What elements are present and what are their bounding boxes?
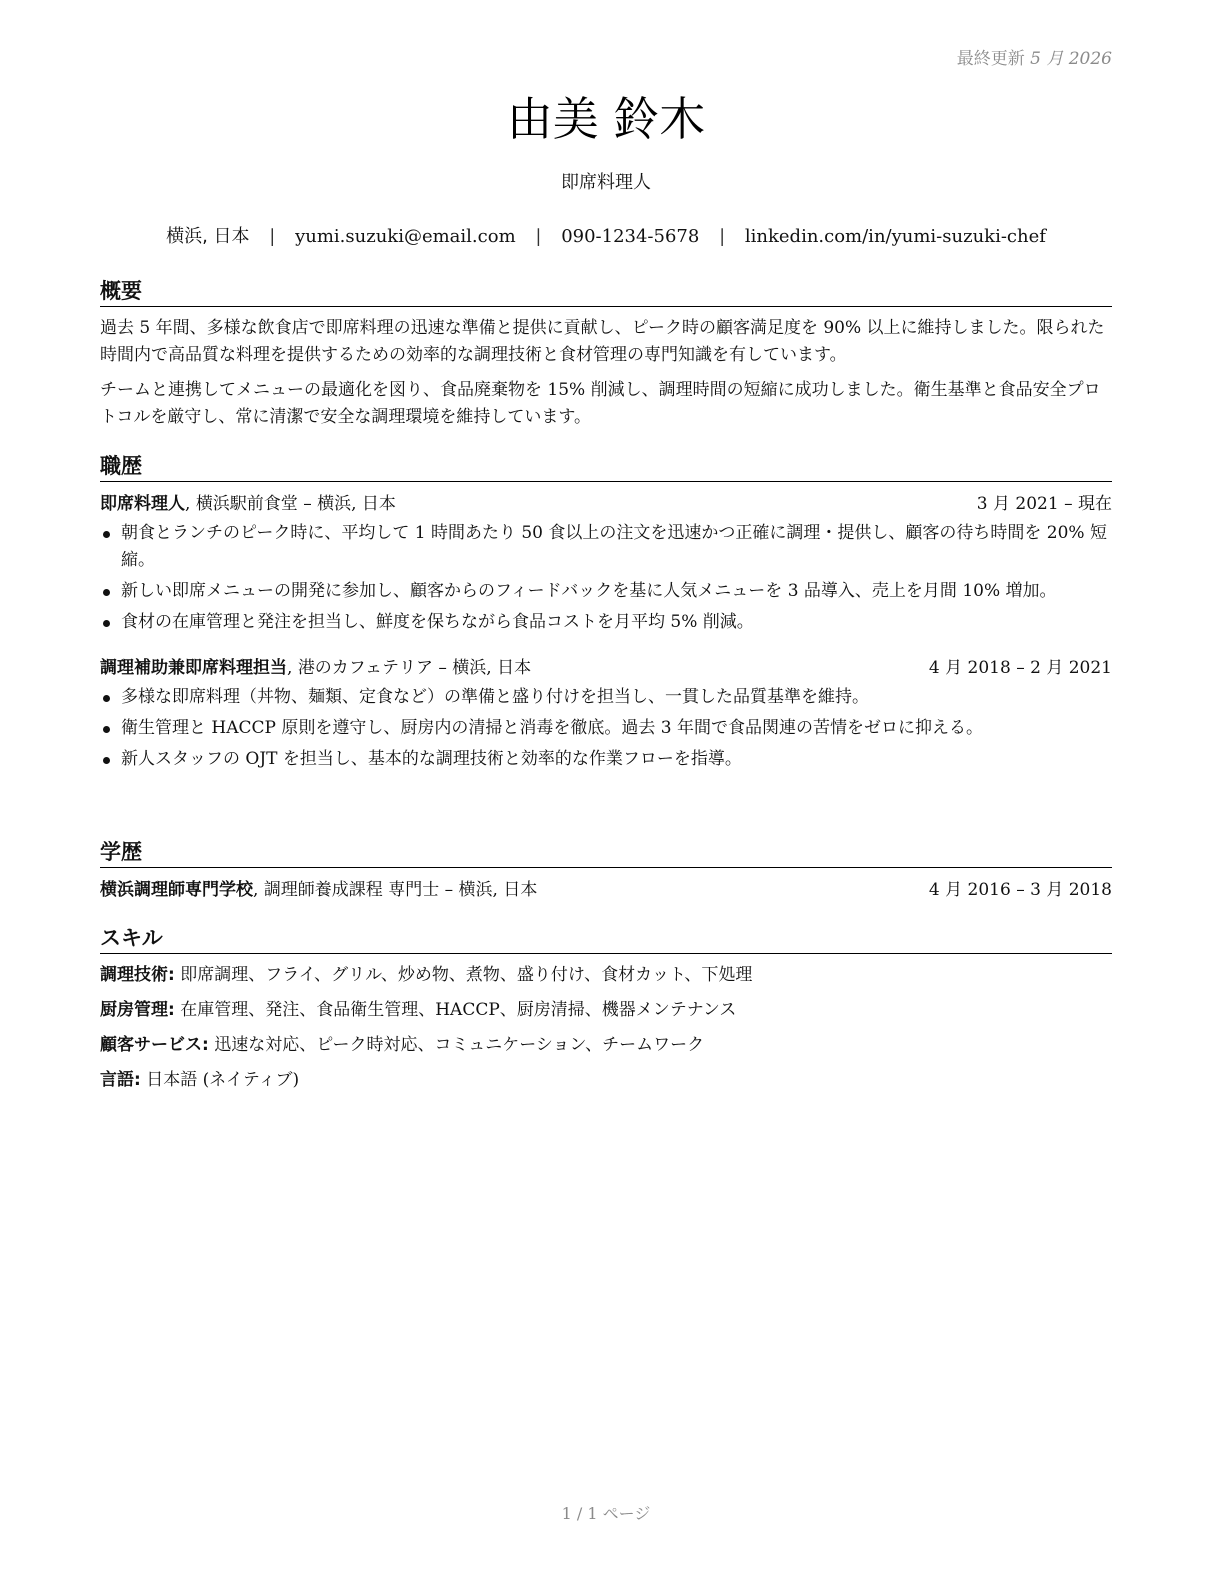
skill-value: 即席調理、フライ、グリル、炒め物、煮物、盛り付け、食材カット、下処理 [180, 965, 753, 985]
education-detail: 調理師養成課程 専門士 – 横浜, 日本 [263, 880, 538, 900]
job-dates: 4 月 2018 – 2 月 2021 [928, 658, 1112, 678]
contact-phone[interactable]: 090-1234-5678 [561, 226, 700, 247]
contact-separator: | [269, 226, 276, 247]
skill-label: 調理技術: [100, 965, 175, 985]
skill-value: 在庫管理、発注、食品衛生管理、HACCP、厨房清掃、機器メンテナンス [180, 1000, 737, 1020]
summary-paragraph: チームと連携してメニューの最適化を図り、食品廃棄物を 15% 削減し、調理時間の短縮に成功しました。衛生基準と食品安全プロトコルを厳守し、常に清潔で安全な調理環境を維持しています。 [100, 380, 1101, 427]
education-dates: 4 月 2016 – 3 月 2018 [928, 880, 1112, 900]
last-updated-label: 最終更新 [956, 49, 1025, 69]
job-employer: 横浜駅前食堂 – 横浜, 日本 [195, 494, 396, 514]
contact-separator: | [719, 226, 726, 247]
experience-title: 職歴 [100, 452, 1112, 482]
job-bullet: 衛生管理と HACCP 原則を遵守し、厨房内の清掃と消毒を徹底。過去 3 年間で食品関連の苦情をゼロに抑える。 [100, 715, 1112, 742]
job-employer: 港のカフェテリア – 横浜, 日本 [297, 658, 532, 678]
contact-line [100, 224, 1112, 250]
summary-paragraph: 過去 5 年間、多様な飲食店で即席料理の迅速な準備と提供に貢献し、ピーク時の顧客満足度を 90% 以上に維持しました。限られた時間内で高品質な料理を提供するための効率的な調理技術と食材管理の専門知識を有しています。 [100, 318, 1105, 365]
job-position: 調理補助兼即席料理担当 [100, 658, 287, 678]
job-dates: 3 月 2021 – 現在 [976, 494, 1112, 514]
education-entry: 横浜調理師専門学校, 調理師養成課程 専門士 – 横浜, 日本 4 月 2016 – 3 月 2018 [100, 876, 1112, 904]
job-bullet: 新しい即席メニューの開発に参加し、顧客からのフィードバックを基に人気メニューを 3 品導入、売上を月間 10% 増加。 [100, 578, 1112, 605]
job-bullets [100, 684, 1112, 773]
skill-row [100, 962, 1112, 989]
job-header: 即席料理人, 横浜駅前食堂 – 横浜, 日本 3 月 2021 – 現在 [100, 490, 1112, 518]
skill-label: 顧客サービス: [100, 1035, 209, 1055]
skills-title: スキル [100, 924, 1112, 954]
job-bullet: 朝食とランチのピーク時に、平均して 1 時間あたり 50 食以上の注文を迅速かつ正確に調理・提供し、顧客の待ち時間を 20% 短縮。 [100, 520, 1112, 574]
education-school: 横浜調理師専門学校 [100, 880, 253, 900]
contact-separator: | [535, 226, 542, 247]
contact-email[interactable]: yumi.suzuki@email.com [295, 226, 516, 247]
last-updated [957, 44, 1112, 69]
summary-title: 概要 [100, 277, 1112, 307]
contact-linkedin[interactable]: linkedin.com/in/yumi-suzuki-chef [744, 226, 1046, 247]
skill-row [100, 1032, 1112, 1059]
skill-value: 日本語 (ネイティブ) [146, 1070, 300, 1090]
job-bullet: 食材の在庫管理と発注を担当し、鮮度を保ちながら食品コストを月平均 5% 削減。 [100, 609, 1112, 636]
summary-section [100, 277, 1112, 439]
job-header: 調理補助兼即席料理担当, 港のカフェテリア – 横浜, 日本 4 月 2018 – 2 月 2021 [100, 654, 1112, 682]
education-title: 学歴 [100, 838, 1112, 868]
resume-page [100, 0, 1112, 1584]
job-bullet: 多様な即席料理（丼物、麺類、定食など）の準備と盛り付けを担当し、一貫した品質基準を維持。 [100, 684, 1112, 711]
skills-section [100, 924, 1112, 1102]
job-bullet: 新人スタッフの OJT を担当し、基本的な調理技術と効率的な作業フローを指導。 [100, 746, 1112, 773]
candidate-name: 由美 鈴木 [506, 92, 706, 146]
job-bullets [100, 520, 1112, 636]
candidate-role: 即席料理人 [561, 172, 651, 193]
page-indicator: 1 / 1 ページ [561, 1504, 651, 1523]
skill-row [100, 1067, 1112, 1094]
skill-value: 迅速な対応、ピーク時対応、コミュニケーション、チームワーク [214, 1035, 705, 1055]
contact-location: 横浜, 日本 [166, 226, 250, 247]
skill-label: 言語: [100, 1070, 141, 1090]
education-section [100, 838, 1112, 904]
job-position: 即席料理人 [100, 494, 185, 514]
job-entry [100, 654, 1112, 773]
job-entry [100, 490, 1112, 636]
skill-label: 厨房管理: [100, 1000, 175, 1020]
experience-section [100, 452, 1112, 777]
skill-row [100, 997, 1112, 1024]
last-updated-date: 5 月 2026 [1030, 49, 1112, 69]
